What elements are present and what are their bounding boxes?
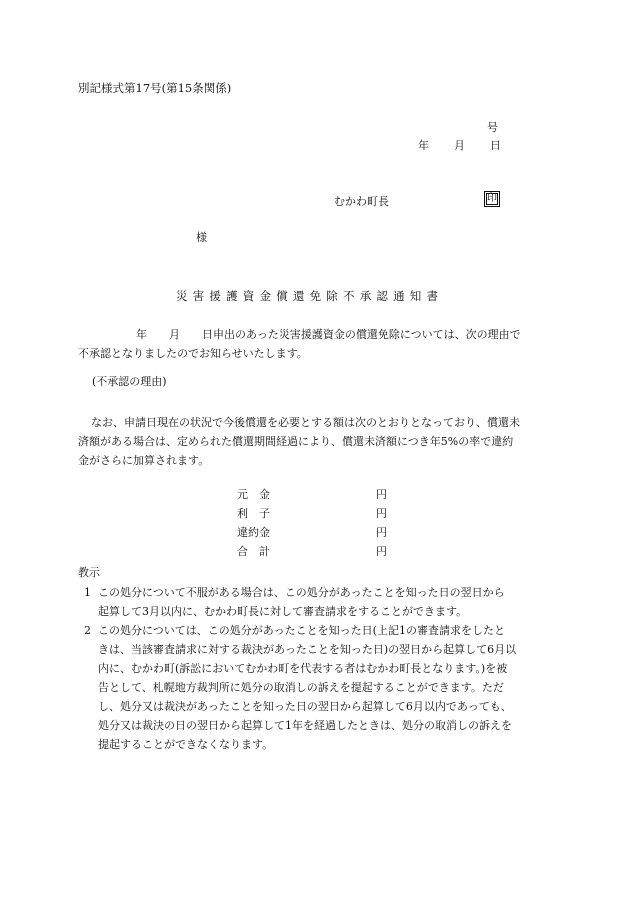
amount-unit: 円 [376,507,387,520]
instruction-line: 提起することができなくなります。 [98,738,274,751]
amount-row-interest [237,505,387,524]
document-number: 号 [487,121,498,134]
balance-line: 金がさらに加算されます。 [78,454,210,467]
amount-label: 合 計 [237,545,270,558]
seal-mark: 印 [484,191,500,207]
amount-row-total [237,543,387,562]
instruction-text [98,621,554,754]
amount-unit: 円 [376,488,387,501]
amount-row-penalty [237,524,387,543]
notice-paragraph [78,325,558,363]
addressee: 様 [196,231,207,244]
balance-paragraph [78,413,558,470]
amount-row-principal [237,486,387,505]
amount-label: 元 金 [237,488,270,501]
amount-label: 利 子 [237,507,270,520]
notice-line: 不承認となりましたのでお知らせいたします。 [78,347,308,360]
instruction-line: 内に、むかわ町(訴訟においてむかわ町を代表する者はむかわ町長となります。)を被 [98,662,508,675]
instruction-line: 処分又は裁決の日の翌日から起算して1年を経過したときは、処分の取消しの訴えを [98,719,512,732]
instruction-line: 告として、札幌地方裁判所に処分の取消しの訴えを提起することができます。ただ [98,681,504,694]
instruction-line: きは、当該審査請求に対する裁決があったことを知った日)の翌日から起算して6月以 [98,643,517,656]
instruction-line: 起算して3月以内に、むかわ町長に対して審査請求をすることができます。 [98,605,468,618]
balance-line: なお、申請日現在の状況で今後償還を必要とする額は次のとおりとなっており、償還未 [91,416,520,429]
instruction-line: この処分について不服がある場合は、この処分があったことを知った日の翌日から [98,586,505,599]
date-month: 月 [454,139,465,152]
date-day: 日 [490,139,501,152]
instruction-line: この処分については、この処分があったことを知った日(上記1の審査請求をしたと [98,624,505,637]
instruction-heading: 教示 [78,566,100,579]
issuer-name: むかわ町長 [334,195,389,208]
form-label: 別記様式第17号(第15条関係) [78,81,232,95]
document-title: 災害援護資金償還免除不承認通知書 [176,289,444,303]
amount-label: 違約金 [237,526,270,539]
date-year: 年 [418,139,429,152]
amount-unit: 円 [376,526,387,539]
instruction-number: 1 [84,586,91,599]
instruction-number: 2 [84,624,91,637]
instruction-line: し、処分又は裁決があったことを知った日の翌日から起算して6月以内であっても、 [98,700,512,713]
notice-line: 年 月 日申出のあった災害援護資金の償還免除については、次の理由で [136,328,521,341]
amount-unit: 円 [376,545,387,558]
document-date [418,137,501,153]
balance-line: 済額がある場合は、定められた償還期間経過により、償還未済額につき年5%の率で違約 [78,435,514,448]
instruction-text [98,583,554,621]
reason-heading: (不承認の理由) [92,375,167,388]
